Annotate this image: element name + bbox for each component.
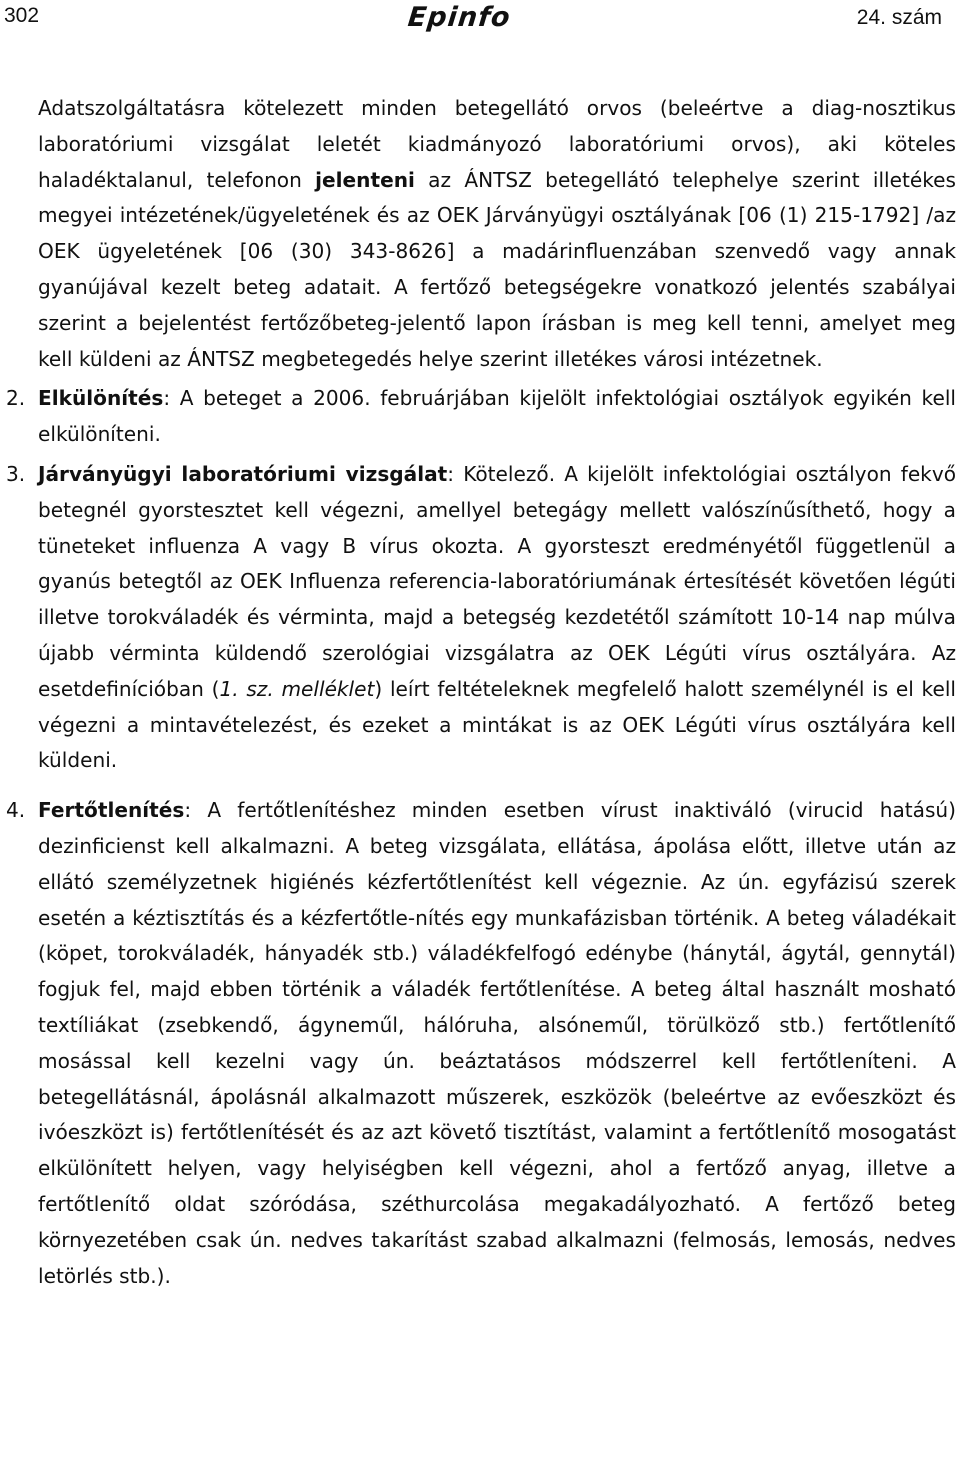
section-2-title: Elkülönítés [38, 386, 164, 411]
intro-text-2: az ÁNTSZ betegellátó telephelye szerint illetékes megyei intézetének/ügyeletének és az OEK Járványügyi osztályának [06 (1) 215-1792] /az OEK ügyeletének [06 (30) 343-8626] a madárinfluenzában szenvedő vagy annak gyanújával kezelt beteg adatait. A fertőző betegségekre vonatkozó jelentés szabályai szerint a bejelentést fertőzőbeteg-jelentő lapon írásban is meg kell tenni, amelyet meg kell küldeni az ÁNTSZ megbetegedés helye szerint illetékes városi intézetnek. [38, 167, 956, 371]
publication-logo: Epinfo [406, 2, 513, 33]
section-3-title: Járványügyi laboratóriumi vizsgálat [38, 461, 448, 486]
section-4 [6, 793, 956, 1294]
section-2 [6, 381, 956, 453]
section-3-text-1: : Kötelező. A kijelölt infektológiai osztályon fekvő betegnél gyorstesztet kell végezni, amellyel betegágy mellett valószínűsíthető, hogy a tüneteket influenza A vagy B vírus okozta. A gyorsteszt eredményétől függetlenül a gyanús betegtől az OEK Influenza referencia-laboratóriumának értesítését követően légúti illetve torokváladék és vérminta, majd a betegség kezdetétől számított 10-14 nap múlva újabb vérminta küldendő szerológiai vizsgálatra az OEK Légúti vírus osztályára. Az esetdefinícióban ( [38, 461, 956, 701]
intro-paragraph [38, 91, 956, 377]
section-4-number: 4. [6, 798, 26, 823]
document-body [6, 91, 956, 1294]
section-3 [6, 457, 956, 779]
section-3-number: 3. [6, 461, 26, 486]
section-4-title: Fertőtlenítés [38, 798, 185, 823]
intro-text-1: Adatszolgáltatásra kötelezett minden betegellátó orvos (beleértve a diag-nosztikus laboratóriumi vizsgálat leletét kiadmányozó laboratóriumi orvos), aki köteles haladéktalanul, telefonon [38, 96, 956, 192]
section-2-number: 2. [6, 386, 26, 411]
page-number: 302 [4, 4, 40, 27]
section-2-text: : A beteget a 2006. februárjában kijelölt infektológiai osztályok egyikén kell elkülöníteni. [38, 386, 956, 447]
issue-number: 24. szám [856, 6, 942, 29]
section-4-text: : A fertőtlenítéshez minden esetben vírust inaktiváló (virucid hatású) dezinficienst kell alkalmazni. A beteg vizsgálata, ellátása, ápolása előtt, illetve után az ellátó személyzetnek higiénés kézfertőtlenítést kell végeznie. Az ún. egyfázisú szerek esetén a kéztisztítás és a kézfertőtle-nítés egy munkafázisban történik. A beteg váladékait (köpet, torokváladék, hányadék stb.) váladékfelfogó edénybe (hánytál, ágytál, gennytál) fogjuk fel, majd ebben történik a váladék fertőtlenítése. A beteg által használt mosható textíliákat (zsebkendő, ágyneműl, hálóruha, alsóneműl, törülköző stb.) fertőtlenítő mosással kell kezelni vagy ún. beáztatásos módszerrel kell fertőtleníteni. A betegellátásnál, ápolásnál alkalmazott műszerek, eszközök (beleértve az evőeszközt és ivóeszközt is) fertőtlenítését és az azt követő tisztítást, valamint a fertőtlenítő mosogatást elkülönített helyen, vagy helyiségben kell végezni, ahol a fertőző anyag, illetve a fertőtlenítő oldat szóródása, széthurcolása megakadályozható. A fertőző beteg környezetében csak ún. nedves takarítást szabad alkalmazni (felmosás, lemosás, nedves letörlés stb.). [38, 798, 956, 1288]
section-3-annex-ref: 1. sz. melléklet [219, 676, 375, 701]
section-3-text-2: ) leírt feltételeknek megfelelő halott személynél is el kell végezni a mintavételezést, és ezeket a mintákat is az OEK Légúti vírus osztályára kell küldeni. [38, 676, 956, 773]
intro-bold-term: jelenteni [315, 167, 415, 192]
page-header [0, 0, 960, 44]
